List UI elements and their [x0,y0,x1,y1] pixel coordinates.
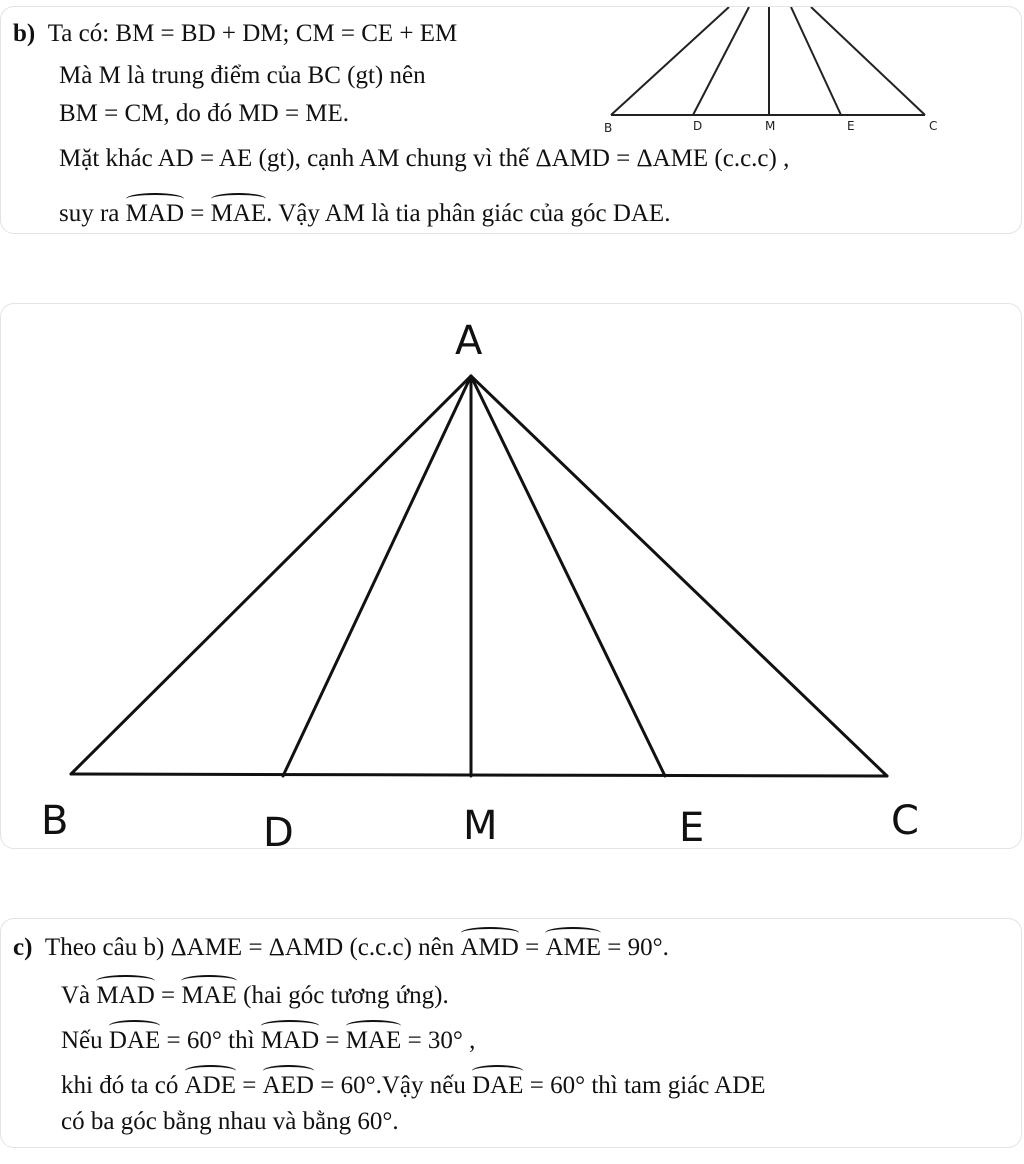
equals-sign: = [184,200,211,227]
label-d: D [263,810,294,849]
part-c-60-thi: = 60° thì [160,1027,261,1054]
part-b-line-4 [59,144,789,174]
angle-mad-c: MAD [96,977,154,1011]
angle-dae-2: DAE [472,1067,523,1101]
part-b-text-1: Ta có: BM = BD + DM; CM = CE + EM [47,20,458,47]
part-c-neu: Nếu [61,1027,109,1054]
angle-mae: MAE [211,195,267,229]
part-c-line-5: có ba góc bằng nhau và bằng 60°. [61,1108,399,1135]
mini-label-b: B [604,121,613,132]
part-c-30deg: = 30° , [401,1027,476,1054]
part-c-corresponding: (hai góc tương ứng). [236,982,449,1009]
part-b-card [0,6,1022,234]
label-c: C [891,798,919,844]
part-c-va: Và [61,982,97,1009]
angle-aed: AED [263,1067,314,1101]
line-bc [71,774,887,776]
part-b-suy-ra: suy ra [59,200,126,227]
part-c-tam-giac: = 60° thì tam giác ADE [523,1072,766,1099]
angle-mad: MAD [126,195,184,229]
part-c-vay-neu: = 60°.Vậy nếu [313,1072,473,1099]
part-c-line-4: khi đó ta có ADE = AED = 60°.Vậy nếu DAE = 60° thì tam giác ADE [61,1067,766,1101]
angle-mae-c: MAE [181,977,237,1011]
part-c-khi-do: khi đó ta có [61,1072,185,1099]
angle-ade: ADE [185,1067,236,1101]
part-c-line-3: Nếu DAE = 60° thì MAD = MAE = 30° , [61,1022,475,1056]
part-c-90deg: = 90°. [601,934,669,961]
label-e: E [679,805,705,849]
mini-line-ab [611,7,729,115]
line-ad [283,376,471,776]
triangle-figure [1,304,1022,849]
mini-label-m: M [765,119,776,132]
mini-triangle-figure [601,7,941,132]
angle-dae: DAE [109,1022,160,1056]
angle-ame: AME [545,929,601,963]
part-b-line-2: Mà M là trung điểm của BC (gt) nên [59,62,426,89]
line-ac [471,376,887,776]
line-ae [471,376,665,776]
line-ab [71,376,471,774]
label-m: M [463,803,498,849]
part-b-conclusion: . Vậy AM là tia phân giác của góc DAE. [266,200,671,227]
label-a: A [455,318,483,364]
mini-label-e: E [847,119,855,132]
angle-mae-30: MAE [346,1022,402,1056]
part-b-line-3: BM = CM, do đó MD = ME. [59,100,350,127]
part-b-line-5 [59,195,670,229]
part-c-card [0,918,1022,1148]
mini-line-ae [791,7,841,115]
label-b: B [41,798,69,844]
mini-label-d: D [693,119,703,132]
part-b-triangles: ΔAMD = ΔAME (c.c.c) , [535,145,790,172]
part-b-tag: b) [13,20,36,47]
mini-line-ad [693,7,749,115]
figure-card [0,303,1022,849]
part-b-line-1 [13,19,457,49]
part-b-text-4: Mặt khác AD = AE (gt), cạnh AM chung vì thế [59,145,536,172]
part-c-tag: c) [13,934,33,961]
part-c-text-1: Theo câu b) ΔAME = ΔAMD (c.c.c) nên [44,934,461,961]
part-c-line-1: c) Theo câu b) ΔAME = ΔAMD (c.c.c) nên AMD = AME = 90°. [13,929,669,963]
mini-label-c: C [929,119,938,132]
mini-line-ac [811,7,925,115]
part-c-line-2: Và MAD = MAE (hai góc tương ứng). [61,977,449,1011]
angle-mad-30: MAD [261,1022,319,1056]
angle-amd: AMD [461,929,519,963]
